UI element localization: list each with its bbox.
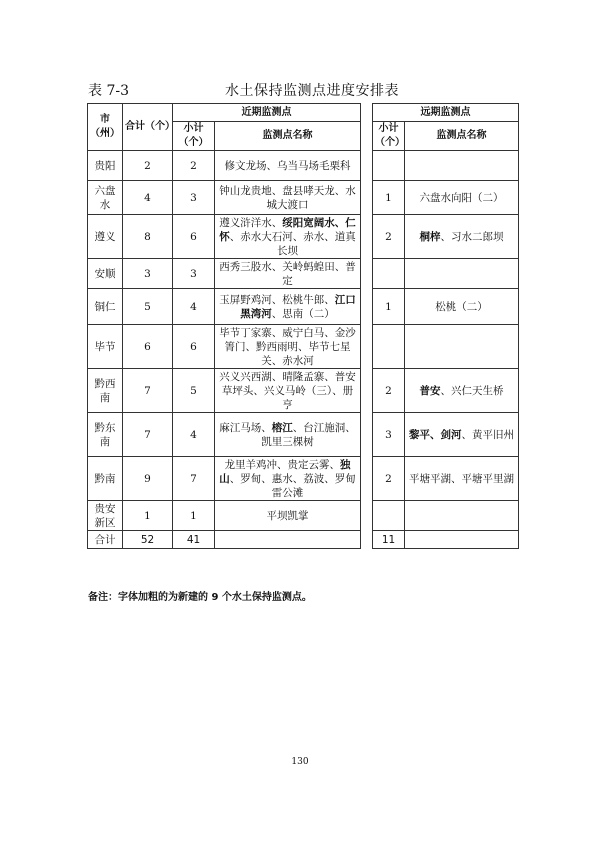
cell-near-count: 2 [173, 151, 215, 181]
cell-total: 8 [123, 215, 173, 259]
column-gap [361, 151, 373, 181]
header-near-site-names: 监测点名称 [215, 122, 361, 151]
cell-city: 安顺 [88, 259, 123, 289]
cell-near-count: 4 [173, 289, 215, 325]
table-body [88, 151, 519, 531]
site-name-fragment: 平坝凯掌 [266, 509, 309, 522]
table-row [88, 325, 519, 369]
site-name-fragment: 、台江施洞、凯里三棵树 [261, 421, 356, 448]
cell-city: 毕节 [88, 325, 123, 369]
header-far-group: 远期监测点 [373, 104, 519, 122]
header-near-subtotal: 小计（个） [173, 122, 215, 151]
site-name-fragment: 修文龙场、乌当马场毛栗科 [224, 159, 351, 172]
cell-near-names [215, 501, 361, 531]
cell-city: 贵安新区 [88, 501, 123, 531]
cell-far-count: 2 [373, 369, 405, 413]
site-name-fragment: 、罗甸、惠水、荔波、罗甸雷公滩 [229, 472, 356, 499]
cell-near-names [215, 413, 361, 457]
site-name-fragment: 钟山龙贵地、盘县哮天龙、水城大渡口 [219, 184, 356, 211]
cell-near-count: 6 [173, 325, 215, 369]
cell-far-names [405, 501, 519, 531]
cell-total: 4 [123, 181, 173, 215]
site-name-fragment: 麻江马场、 [219, 421, 272, 434]
column-gap [361, 369, 373, 413]
cell-city: 贵阳 [88, 151, 123, 181]
site-name-fragment: 毕节丁家寨、威宁白马、金沙箐门、黔西雨明、毕节七星关、赤水河 [219, 326, 356, 367]
cell-far-count [373, 325, 405, 369]
cell-total: 1 [123, 501, 173, 531]
site-name-fragment: 平塘平湖、平塘平里湖 [409, 472, 514, 485]
summary-far-total: 11 [373, 531, 405, 549]
column-gap [361, 215, 373, 259]
table-title: 水土保持监测点进度安排表 [225, 83, 399, 99]
summary-label: 合计 [88, 531, 123, 549]
column-gap [361, 325, 373, 369]
site-name-fragment: 桐梓 [419, 230, 441, 243]
column-gap [361, 104, 373, 151]
site-name-fragment: 黎平、剑河 [409, 428, 462, 441]
table-row [88, 413, 519, 457]
cell-total: 3 [123, 259, 173, 289]
column-gap [361, 457, 373, 501]
site-name-fragment: 绥阳宽阔水、仁怀 [219, 216, 356, 243]
table-row [88, 501, 519, 531]
header-near-group: 近期监测点 [173, 104, 361, 122]
table-note: 备注：字体加粗的为新建的 9 个水土保持监测点。 [88, 592, 312, 603]
summary-row [88, 531, 519, 549]
table-row [88, 181, 519, 215]
cell-far-count: 2 [373, 457, 405, 501]
site-name-fragment: 、黄平旧州 [461, 428, 514, 441]
cell-near-count: 4 [173, 413, 215, 457]
cell-far-count: 2 [373, 215, 405, 259]
header-far-site-names: 监测点名称 [405, 122, 519, 151]
page-number: 130 [291, 757, 309, 767]
monitoring-schedule-table [87, 103, 519, 549]
site-name-fragment: 六盘水向阳（二） [419, 191, 504, 204]
table-row [88, 289, 519, 325]
summary-far-names [405, 531, 519, 549]
table-caption [88, 80, 518, 100]
cell-city: 黔西南 [88, 369, 123, 413]
cell-near-names [215, 151, 361, 181]
table-row [88, 369, 519, 413]
cell-near-count: 3 [173, 259, 215, 289]
cell-far-names [405, 151, 519, 181]
header-far-subtotal: 小计（个） [373, 122, 405, 151]
site-name-fragment: 普安 [419, 384, 441, 397]
summary-near-names [215, 531, 361, 549]
cell-far-names [405, 457, 519, 501]
summary-total: 52 [123, 531, 173, 549]
table-row [88, 457, 519, 501]
site-name-fragment: 独山 [219, 458, 351, 485]
cell-near-names [215, 369, 361, 413]
cell-city: 六盘水 [88, 181, 123, 215]
cell-near-count: 3 [173, 181, 215, 215]
cell-far-count: 3 [373, 413, 405, 457]
site-name-fragment: 遵义浒洋水、 [219, 216, 283, 229]
cell-near-count: 5 [173, 369, 215, 413]
cell-far-names [405, 181, 519, 215]
table-row [88, 215, 519, 259]
cell-city: 黔南 [88, 457, 123, 501]
cell-near-count: 6 [173, 215, 215, 259]
column-gap [361, 531, 373, 549]
column-gap [361, 413, 373, 457]
site-name-fragment: 、赤水大石河、赤水、道真长坝 [229, 230, 356, 257]
cell-near-names [215, 289, 361, 325]
site-name-fragment: 兴义兴西湖、晴隆孟寨、普安草坪头、兴义马岭（三）、册亨 [219, 370, 356, 411]
table-number: 表 7-3 [88, 83, 129, 99]
table-row [88, 259, 519, 289]
site-name-fragment: 、兴仁天生桥 [440, 384, 504, 397]
cell-far-names [405, 413, 519, 457]
cell-near-names [215, 457, 361, 501]
cell-city: 遵义 [88, 215, 123, 259]
cell-total: 6 [123, 325, 173, 369]
site-name-fragment: 江口黑湾河 [240, 293, 356, 320]
column-gap [361, 259, 373, 289]
cell-total: 7 [123, 369, 173, 413]
column-gap [361, 289, 373, 325]
cell-far-names [405, 289, 519, 325]
cell-far-names [405, 369, 519, 413]
site-name-fragment: 龙里羊鸡冲、贵定云雾、 [224, 458, 340, 471]
cell-far-count [373, 151, 405, 181]
cell-total: 5 [123, 289, 173, 325]
summary-near-total: 41 [173, 531, 215, 549]
cell-total: 7 [123, 413, 173, 457]
cell-near-count: 1 [173, 501, 215, 531]
header-city: 市（州） [88, 104, 123, 151]
cell-total: 2 [123, 151, 173, 181]
cell-near-names [215, 181, 361, 215]
site-name-fragment: 松桃（二） [435, 300, 488, 313]
cell-city: 铜仁 [88, 289, 123, 325]
site-name-fragment: 西秀三股水、关岭蚂蝗田、普定 [219, 260, 356, 287]
cell-city: 黔东南 [88, 413, 123, 457]
column-gap [361, 181, 373, 215]
cell-near-names [215, 215, 361, 259]
cell-total: 9 [123, 457, 173, 501]
site-name-fragment: 、思南（二） [271, 307, 335, 320]
site-name-fragment: 榕江 [271, 421, 293, 434]
cell-near-names [215, 325, 361, 369]
column-gap [361, 501, 373, 531]
cell-far-count [373, 259, 405, 289]
site-name-fragment: 玉屏野鸡河、松桃牛郎、 [219, 293, 335, 306]
table-row [88, 151, 519, 181]
cell-far-names [405, 215, 519, 259]
cell-far-count [373, 501, 405, 531]
cell-far-names [405, 325, 519, 369]
cell-far-count: 1 [373, 181, 405, 215]
site-name-fragment: 、习水二郎坝 [440, 230, 504, 243]
cell-near-names [215, 259, 361, 289]
cell-far-names [405, 259, 519, 289]
cell-near-count: 7 [173, 457, 215, 501]
cell-far-count: 1 [373, 289, 405, 325]
header-total: 合计（个） [123, 104, 173, 151]
